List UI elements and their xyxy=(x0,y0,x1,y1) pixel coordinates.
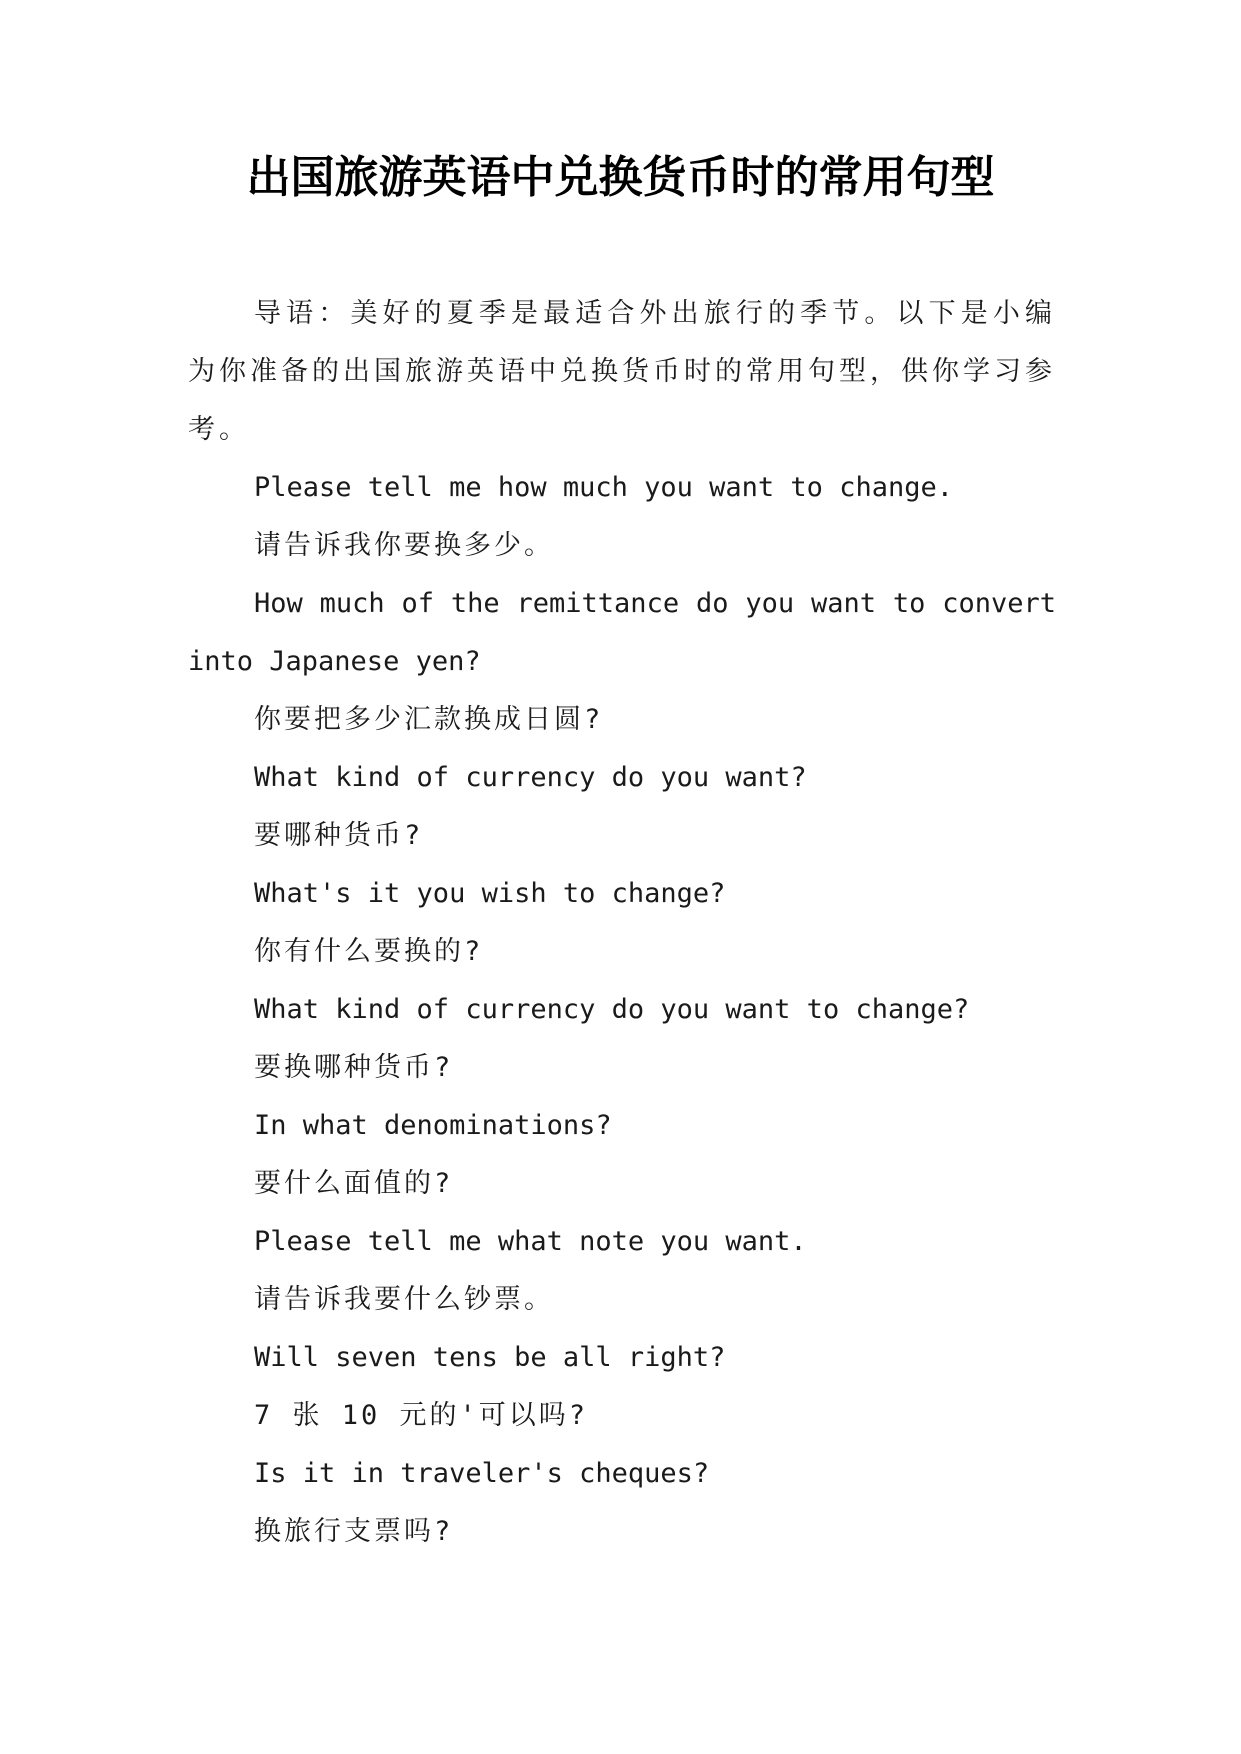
sentence-cn: 请告诉我要什么钞票。 xyxy=(254,1284,554,1315)
document-body xyxy=(188,285,1056,1561)
sentence-en: What kind of currency do you want to change? xyxy=(254,994,970,1025)
sentence-en: Please tell me what note you want. xyxy=(254,1226,807,1257)
sentence-cn: 你有什么要换的? xyxy=(254,936,484,967)
sentence-cn: 要哪种货币? xyxy=(254,820,424,851)
sentence-cn: 要换哪种货币? xyxy=(254,1052,454,1083)
sentence-cn: 换旅行支票吗? xyxy=(254,1516,454,1547)
sentence-en: Will seven tens be all right? xyxy=(254,1342,726,1373)
intro-paragraph: 导语：美好的夏季是最适合外出旅行的季节。以下是小编为你准备的出国旅游英语中兑换货币时的常用句型，供你学习参考。 xyxy=(188,298,1056,445)
sentence-cn: 你要把多少汇款换成日圆? xyxy=(254,704,604,735)
document-title: 出国旅游英语中兑换货币时的常用句型 xyxy=(246,152,995,203)
sentence-cn: 请告诉我你要换多少。 xyxy=(254,530,554,561)
sentence-en: In what denominations? xyxy=(254,1110,612,1141)
sentence-en: Is it in traveler's cheques? xyxy=(254,1458,710,1489)
sentence-en: Please tell me how much you want to change. xyxy=(254,472,953,503)
sentence-cn: 7 张 10 元的'可以吗? xyxy=(254,1400,589,1431)
sentence-cn: 要什么面值的? xyxy=(254,1168,454,1199)
sentence-en: How much of the remittance do you want to convert into Japanese yen? xyxy=(188,588,1056,677)
sentence-en: What kind of currency do you want? xyxy=(254,762,807,793)
sentence-en: What's it you wish to change? xyxy=(254,878,726,909)
